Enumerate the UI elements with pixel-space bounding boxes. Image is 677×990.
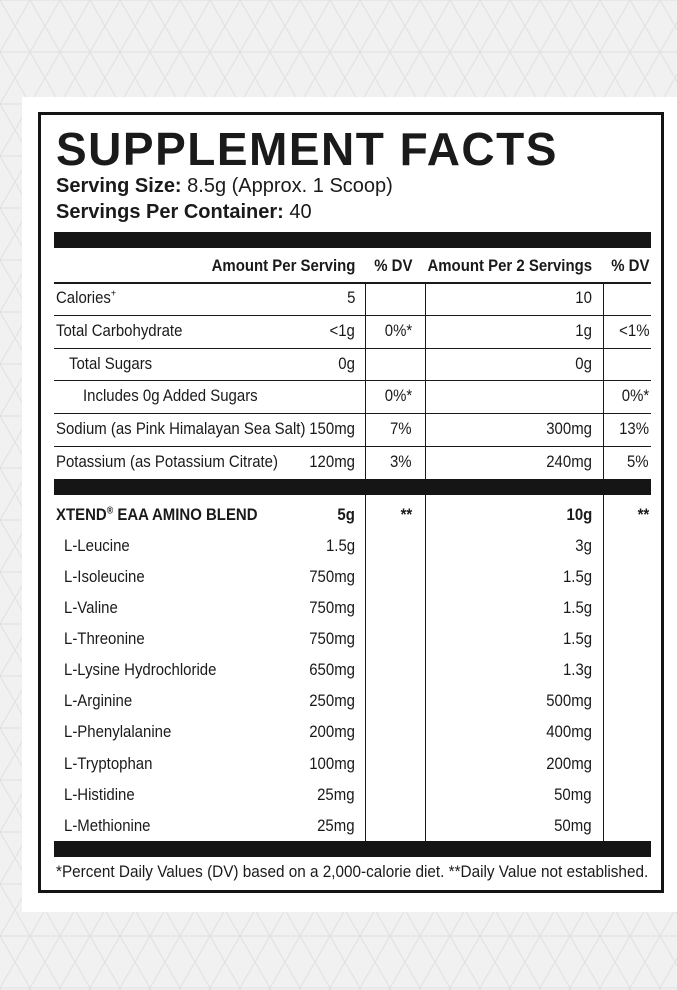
divider-thick-bottom: [54, 841, 651, 857]
nutrient-name: Total Sugars: [69, 354, 153, 373]
nutrient-amount-2: 0g: [575, 354, 592, 373]
nutrient-amount-2: 300mg: [546, 419, 592, 438]
ingredient-amount-2: 1.5g: [562, 567, 592, 586]
ingredient-name: L-Arginine: [64, 691, 133, 710]
column-line-2-blend: [425, 494, 426, 842]
calories-mark: +: [110, 288, 117, 300]
nutrient-dv: 0%*: [384, 386, 412, 405]
servings-per-container: [56, 200, 312, 224]
ingredient-amount: 200mg: [309, 722, 355, 741]
ingredient-name: L-Threonine: [64, 629, 145, 648]
divider-thick-middle: [54, 479, 651, 495]
nutrient-name: Includes 0g Added Sugars: [83, 386, 258, 405]
nutrient-amount-2: 1g: [575, 321, 592, 340]
header-dv-2: % DV: [610, 256, 649, 275]
blend-name: XTEND® EAA AMINO BLEND: [56, 505, 258, 524]
row-divider: [54, 446, 651, 447]
header-amount-per-2-servings: Amount Per 2 Servings: [427, 256, 592, 275]
label-title: SUPPLEMENT FACTS: [56, 123, 558, 175]
ingredient-name: L-Methionine: [64, 816, 151, 835]
ingredient-amount-2: 200mg: [546, 754, 592, 773]
supplement-facts-panel: [38, 112, 664, 893]
ingredient-amount: 25mg: [317, 816, 355, 835]
ingredient-name: L-Histidine: [64, 785, 135, 804]
servings-per-container-label: Servings Per Container:: [56, 201, 284, 223]
blend-amount-2: 10g: [566, 505, 592, 524]
nutrient-amount: <1g: [329, 321, 355, 340]
calories-label: Calories+: [56, 288, 117, 307]
ingredient-amount: 25mg: [317, 785, 355, 804]
serving-size-value: 8.5g (Approx. 1 Scoop): [181, 175, 393, 197]
ingredient-amount-2: 50mg: [554, 816, 592, 835]
ingredient-amount: 750mg: [309, 598, 355, 617]
column-line-1: [365, 283, 366, 480]
nutrient-amount: 150mg: [309, 419, 355, 438]
nutrient-dv: 0%*: [384, 321, 412, 340]
ingredient-name: L-Leucine: [64, 536, 130, 555]
ingredient-amount-2: 500mg: [546, 691, 592, 710]
ingredient-amount-2: 1.5g: [562, 598, 592, 617]
column-line-3-blend: [603, 494, 604, 842]
nutrient-dv-2: 13%: [619, 419, 649, 438]
ingredient-name: L-Lysine Hydrochloride: [64, 660, 217, 679]
blend-dv: **: [400, 505, 412, 524]
ingredient-name: L-Phenylalanine: [64, 722, 172, 741]
ingredient-name: L-Valine: [64, 598, 118, 617]
ingredient-name: L-Isoleucine: [64, 567, 145, 586]
row-divider: [54, 413, 651, 414]
ingredient-amount: 750mg: [309, 567, 355, 586]
header-dv-1: % DV: [373, 256, 412, 275]
divider-thick-top: [54, 232, 651, 248]
servings-per-container-value: 40: [283, 201, 312, 223]
ingredient-amount: 1.5g: [325, 536, 355, 555]
ingredient-amount-2: 3g: [575, 536, 592, 555]
ingredient-amount: 250mg: [309, 691, 355, 710]
registered-mark: ®: [106, 505, 114, 517]
ingredient-amount: 100mg: [309, 754, 355, 773]
nutrient-dv-2: 0%*: [621, 386, 649, 405]
blend-amount: 5g: [337, 505, 355, 524]
nutrient-dv-2: <1%: [618, 321, 649, 340]
nutrient-dv: 7%: [390, 419, 412, 438]
ingredient-name: L-Tryptophan: [64, 754, 153, 773]
nutrient-amount-2: 240mg: [546, 452, 592, 471]
serving-size-label: Serving Size:: [56, 175, 182, 197]
nutrient-dv-2: 5%: [627, 452, 649, 471]
ingredient-amount-2: 400mg: [546, 722, 592, 741]
ingredient-amount-2: 50mg: [554, 785, 592, 804]
ingredient-amount-2: 1.3g: [562, 660, 592, 679]
serving-size: [56, 174, 393, 198]
footnote: *Percent Daily Values (DV) based on a 2,000-calorie diet. **Daily Value not established.: [56, 862, 649, 881]
nutrient-dv: 3%: [390, 452, 412, 471]
column-line-2: [425, 283, 426, 480]
calories-amount: 5: [346, 288, 355, 307]
ingredient-amount: 650mg: [309, 660, 355, 679]
header-divider: [54, 282, 651, 284]
nutrient-name: Potassium (as Potassium Citrate): [56, 452, 278, 471]
header-amount-per-serving: Amount Per Serving: [211, 256, 355, 275]
calories-amount-2: 10: [575, 288, 592, 307]
nutrient-amount: 120mg: [309, 452, 355, 471]
nutrient-name: Total Carbohydrate: [56, 321, 183, 340]
row-divider: [54, 380, 651, 381]
ingredient-amount: 750mg: [309, 629, 355, 648]
ingredient-amount-2: 1.5g: [562, 629, 592, 648]
nutrient-name: Sodium (as Pink Himalayan Sea Salt): [56, 419, 306, 438]
blend-dv-2: **: [637, 505, 649, 524]
row-divider: [54, 315, 651, 316]
column-line-1-blend: [365, 494, 366, 842]
row-divider: [54, 348, 651, 349]
column-line-3: [603, 283, 604, 480]
nutrient-amount: 0g: [338, 354, 355, 373]
